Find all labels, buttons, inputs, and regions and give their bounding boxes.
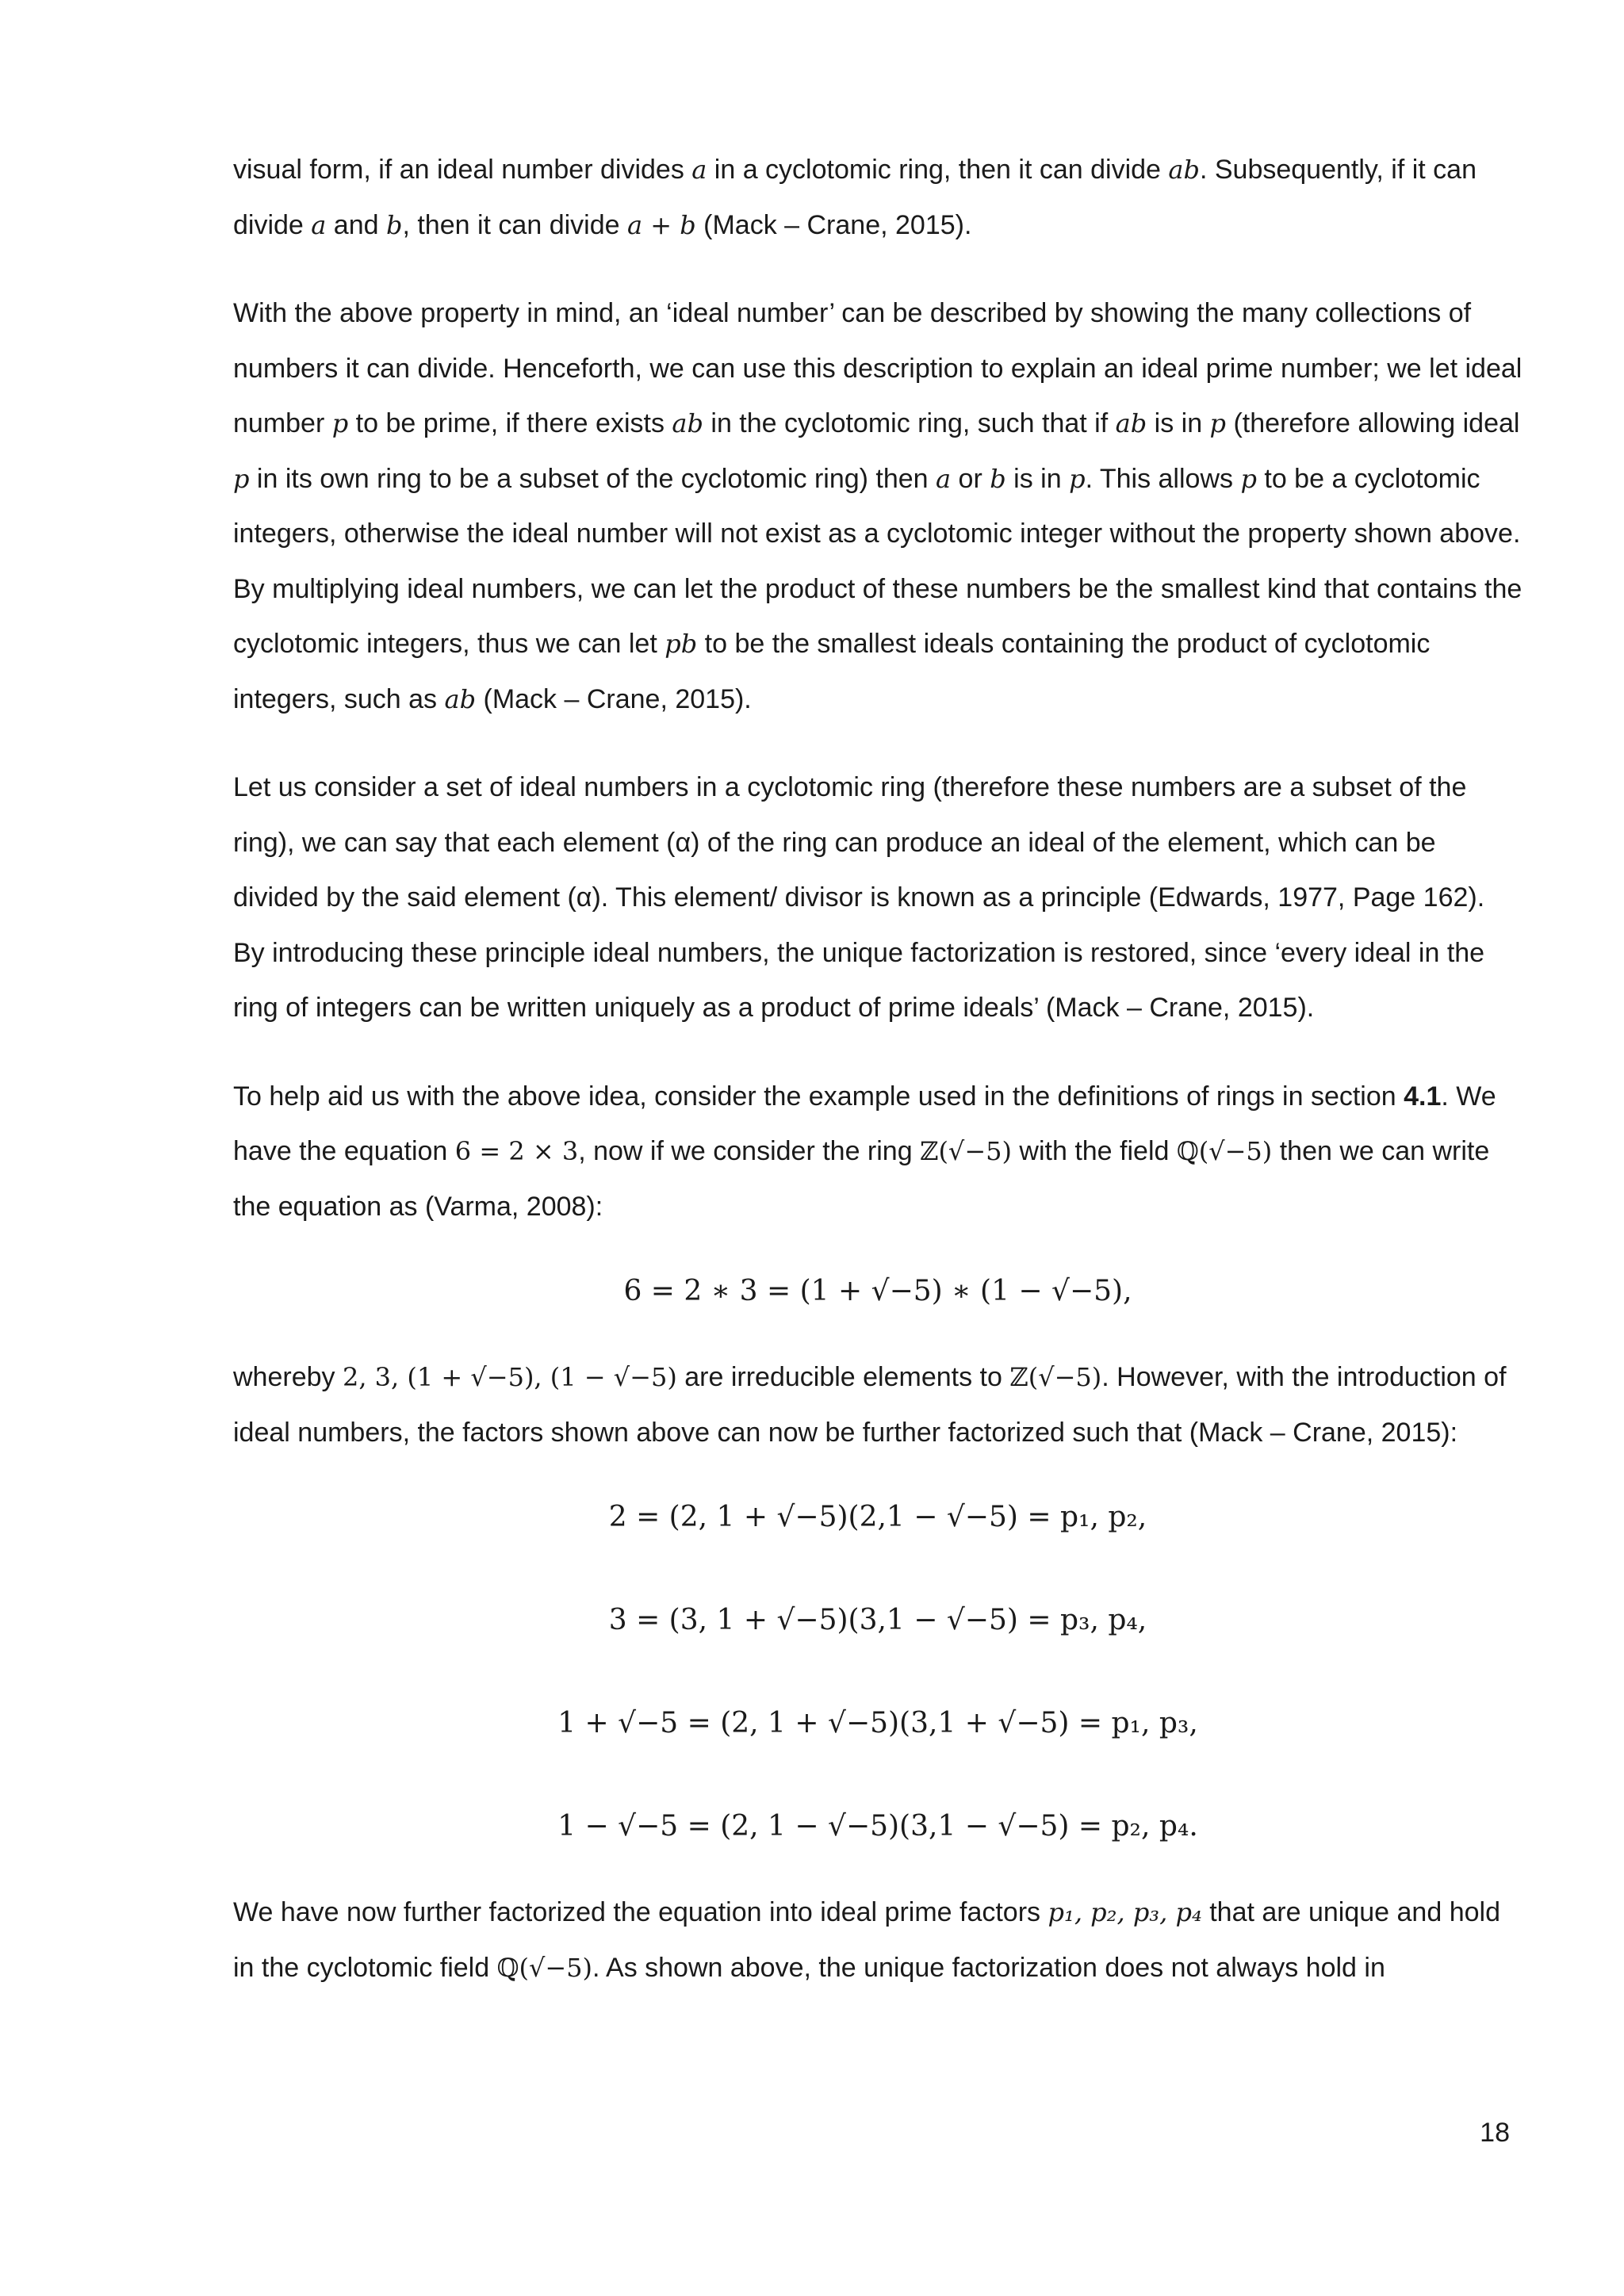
math-inline: 6 = 2 × 3 [454, 1136, 579, 1166]
paragraph [233, 760, 1522, 1036]
math-inline: ab [444, 683, 477, 714]
text-run: to be a cyclotomic integers, otherwise the ideal number will not exist as a cyclotomic integer without the property shown above. By multiplying ideal numbers, we can let the product of these numbers be the smallest kind that contains the cyclotomic integers, thus we can let [233, 463, 1522, 659]
page-number: 18 [1480, 2118, 1510, 2148]
math-inline: b [385, 209, 403, 240]
text-run: or [951, 463, 990, 494]
text-run: to be the smallest ideals containing the product of cyclotomic integers, such as [233, 629, 1431, 714]
text-run: in a cyclotomic ring, then it can divide [707, 155, 1169, 185]
math-inline: ℤ(√−5) [1009, 1362, 1102, 1392]
text-run: with the field [1011, 1136, 1177, 1166]
text-run: (Mack – Crane, 2015). [695, 209, 972, 240]
text-run: then we can write the equation as (Varma, 2008): [233, 1136, 1490, 1222]
math-inline: ℤ(√−5) [920, 1136, 1012, 1166]
math-inline: p [1240, 463, 1257, 494]
text-run: to be prime, if there exists [348, 408, 672, 438]
equation-block-main [233, 1268, 1522, 1315]
equation: 1 − √−5 = (2, 1 − √−5)(3,1 − √−5) = p₂, p₄. [557, 1810, 1198, 1843]
paragraph [233, 143, 1522, 253]
equation: 1 + √−5 = (2, 1 + √−5)(3,1 + √−5) = p₁, p₃, [557, 1707, 1198, 1739]
text-run: . However, with the introduction of ideal numbers, the factors shown above can now be further factorized such that (Mack – Crane, 2015): [233, 1362, 1507, 1448]
text-run: and [326, 209, 386, 240]
math-inline: ab [1115, 408, 1147, 438]
text-run: . This allows [1085, 463, 1241, 494]
math-inline: p [1209, 408, 1227, 438]
math-inline: ab [672, 408, 703, 438]
text-run: . As shown above, the unique factorization does not always hold in [592, 1952, 1385, 1983]
text-run: We have now further factorized the equation into ideal prime factors [233, 1897, 1048, 1927]
page-body [233, 143, 1522, 2029]
math-inline: p [233, 463, 250, 494]
text-run: . We have the equation [233, 1081, 1496, 1166]
paragraph [233, 1350, 1522, 1460]
text-run: are irreducible elements to [676, 1362, 1010, 1392]
equation: 3 = (3, 1 + √−5)(3,1 − √−5) = p₃, p₄, [608, 1604, 1147, 1636]
text-run: To help aid us with the above idea, consider the example used in the definitions of rings in section [233, 1081, 1404, 1112]
text-run: visual form, if an ideal number divides [233, 155, 692, 185]
paragraph [233, 1885, 1522, 1996]
text-run: With the above property in mind, an ‘ideal number’ can be described by showing the many collections of numbers it can divide. Henceforth, we can use this description to explain an ideal prime number; we let ideal number [233, 298, 1522, 438]
math-inline: p [1069, 463, 1086, 494]
text-run: , now if we consider the ring [578, 1136, 921, 1166]
paragraph [233, 1070, 1522, 1235]
equation: 2 = (2, 1 + √−5)(2,1 − √−5) = p₁, p₂, [608, 1501, 1147, 1533]
math-inline: pb [665, 629, 698, 659]
math-inline: p₁, p₂, p₃, p₄ [1048, 1897, 1202, 1927]
text-run: . Subsequently, if it can divide [233, 155, 1477, 240]
math-inline: ab [1168, 155, 1200, 185]
math-inline: b [990, 463, 1006, 494]
math-inline: a [691, 155, 707, 185]
equation-block-factorization [233, 1494, 1522, 1850]
text-run: , then it can divide [402, 209, 627, 240]
text-run: Let us consider a set of ideal numbers in a cyclotomic ring (therefore these numbers are a subset of the ring), we can say that each element (α) of the ring can produce an ideal of the element, which can be divided by the said element (α). This element/ divisor is known as a principle (Edwards, 1977, Page 162). By introducing these principle ideal numbers, the unique factorization is restored, since ‘every ideal in the ring of integers can be written uniquely as a product of prime ideals’ (Mack – Crane, 2015). [233, 772, 1485, 1023]
math-inline: ℚ(√−5) [496, 1952, 592, 1983]
math-inline: a [936, 463, 952, 494]
text-run: whereby [233, 1362, 343, 1392]
math-inline: 2, 3, (1 + √−5), (1 − √−5) [342, 1362, 677, 1392]
text-run: is in [1005, 463, 1070, 494]
text-run: (Mack – Crane, 2015). [476, 683, 752, 714]
text-run: is in [1147, 408, 1210, 438]
bold-text: 4.1 [1404, 1081, 1442, 1112]
math-inline: ℚ(√−5) [1176, 1136, 1273, 1166]
text-run: that are unique and hold in the cyclotomic field [233, 1897, 1500, 1983]
math-inline: a + b [626, 209, 696, 240]
equation: 6 = 2 ∗ 3 = (1 + √−5) ∗ (1 − √−5), [623, 1275, 1132, 1307]
math-inline: p [331, 408, 349, 438]
math-inline: a [311, 209, 327, 240]
text-run: (therefore allowing ideal [1226, 408, 1520, 438]
paragraph [233, 286, 1522, 727]
text-run: in its own ring to be a subset of the cyclotomic ring) then [249, 463, 936, 494]
text-run: in the cyclotomic ring, such that if [703, 408, 1116, 438]
